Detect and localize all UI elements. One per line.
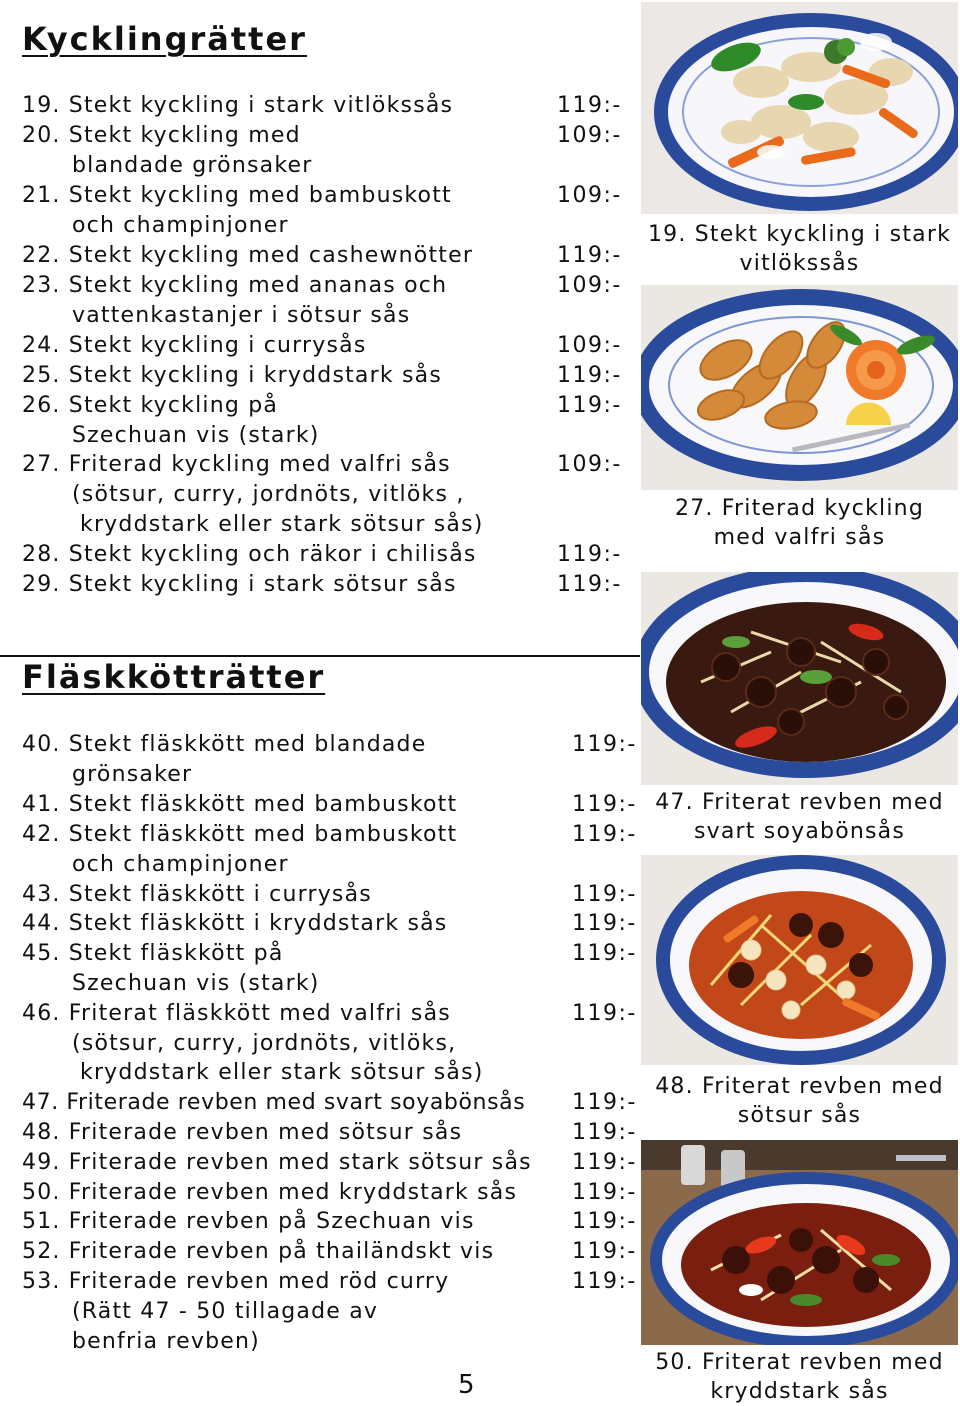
menu-item-line: 50. Friterade revben med kryddstark sås xyxy=(22,1180,518,1205)
price: 109:- xyxy=(557,183,622,208)
ribs-sweet-sour-plate-icon xyxy=(641,855,958,1065)
menu-item-line: vattenkastanjer i sötsur sås xyxy=(72,303,411,328)
menu-item-line: 20. Stekt kyckling med xyxy=(22,123,301,148)
price: 119:- xyxy=(572,1090,637,1115)
menu-item-line: kryddstark eller stark sötsur sås) xyxy=(80,1060,484,1085)
caption-line: 19. Stekt kyckling i stark xyxy=(647,222,952,247)
price: 119:- xyxy=(572,1239,637,1264)
caption-line: sötsur sås xyxy=(737,1103,862,1128)
menu-item-line: 44. Stekt fläskkött i kryddstark sås xyxy=(22,911,448,936)
section-heading-chicken: Kycklingrätter xyxy=(22,20,307,58)
price: 119:- xyxy=(572,882,637,907)
dish-photo-48 xyxy=(641,855,958,1065)
menu-item-line: 43. Stekt fläskkött i currysås xyxy=(22,882,372,907)
menu-item-line: 46. Friterat fläskkött med valfri sås xyxy=(22,1001,451,1026)
price: 119:- xyxy=(572,822,637,847)
menu-item-line: blandade grönsaker xyxy=(72,153,313,178)
caption-line: 48. Friterat revben med xyxy=(655,1074,944,1099)
menu-item-line: 40. Stekt fläskkött med blandade xyxy=(22,732,427,757)
menu-item-line: 47. Friterade revben med svart soyabönsås xyxy=(22,1090,526,1115)
caption-line: svart soyabönsås xyxy=(693,819,906,844)
photo-caption xyxy=(641,494,958,552)
price: 119:- xyxy=(572,1001,637,1026)
price: 119:- xyxy=(557,572,622,597)
menu-item-line: Szechuan vis (stark) xyxy=(72,971,320,996)
section-divider xyxy=(0,655,640,657)
price: 119:- xyxy=(572,1269,637,1294)
price: 119:- xyxy=(572,1120,637,1145)
menu-item-line: 27. Friterad kyckling med valfri sås xyxy=(22,452,451,477)
price: 119:- xyxy=(557,243,622,268)
ribs-spicy-plate-icon xyxy=(641,1140,958,1345)
price: 109:- xyxy=(557,452,622,477)
price: 109:- xyxy=(557,123,622,148)
menu-item-line: 53. Friterade revben med röd curry xyxy=(22,1269,450,1294)
chicken-vegetable-plate-icon xyxy=(641,2,958,214)
menu-item-line: kryddstark eller stark sötsur sås) xyxy=(80,512,484,537)
caption-line: 27. Friterad kyckling xyxy=(675,496,924,521)
price: 119:- xyxy=(572,1180,637,1205)
caption-line: med valfri sås xyxy=(713,525,886,550)
price: 109:- xyxy=(557,273,622,298)
menu-item-line: 25. Stekt kyckling i kryddstark sås xyxy=(22,363,442,388)
caption-line: 47. Friterat revben med xyxy=(655,790,944,815)
price: 119:- xyxy=(557,542,622,567)
dish-photo-47 xyxy=(641,572,958,785)
price: 119:- xyxy=(572,792,637,817)
price: 119:- xyxy=(572,911,637,936)
menu-item-line: 29. Stekt kyckling i stark sötsur sås xyxy=(22,572,457,597)
page-number: 5 xyxy=(458,1370,475,1400)
menu-item-line: 28. Stekt kyckling och räkor i chilisås xyxy=(22,542,477,567)
price: 119:- xyxy=(572,1150,637,1175)
price: 109:- xyxy=(557,333,622,358)
caption-line: vitlökssås xyxy=(739,251,860,276)
menu-item-line: 41. Stekt fläskkött med bambuskott xyxy=(22,792,458,817)
menu-item-line: 24. Stekt kyckling i currysås xyxy=(22,333,367,358)
menu-item-line: och champinjoner xyxy=(72,213,289,238)
menu-item-line: 52. Friterade revben på thailändskt vis xyxy=(22,1239,495,1264)
photo-caption xyxy=(641,788,958,846)
menu-item-line: Szechuan vis (stark) xyxy=(72,423,320,448)
section-heading-pork: Fläskkötträtter xyxy=(22,658,326,696)
photo-caption xyxy=(641,220,958,278)
menu-item-line: benfria revben) xyxy=(72,1329,260,1354)
price: 119:- xyxy=(572,1209,637,1234)
menu-item-line: (Rätt 47 - 50 tillagade av xyxy=(72,1299,379,1324)
menu-item-line: grönsaker xyxy=(72,762,193,787)
menu-item-line: 49. Friterade revben med stark sötsur sås xyxy=(22,1150,532,1175)
ribs-black-bean-plate-icon xyxy=(641,572,958,785)
menu-item-line: 22. Stekt kyckling med cashewnötter xyxy=(22,243,474,268)
menu-item-line: 51. Friterade revben på Szechuan vis xyxy=(22,1209,475,1234)
price: 119:- xyxy=(557,363,622,388)
caption-line: 50. Friterat revben med xyxy=(655,1350,944,1375)
price: 119:- xyxy=(557,93,622,118)
photo-caption xyxy=(641,1348,958,1406)
menu-item-line: 48. Friterade revben med sötsur sås xyxy=(22,1120,463,1145)
dish-photo-50 xyxy=(641,1140,958,1345)
menu-item-line: 26. Stekt kyckling på xyxy=(22,393,279,418)
caption-line: kryddstark sås xyxy=(710,1379,889,1404)
menu-item-line: 23. Stekt kyckling med ananas och xyxy=(22,273,448,298)
menu-item-line: 19. Stekt kyckling i stark vitlökssås xyxy=(22,93,454,118)
price: 119:- xyxy=(572,941,637,966)
dish-photo-19 xyxy=(641,2,958,214)
menu-item-line: (sötsur, curry, jordnöts, vitlöks , xyxy=(72,482,465,507)
menu-item-line: 21. Stekt kyckling med bambuskott xyxy=(22,183,452,208)
menu-item-line: (sötsur, curry, jordnöts, vitlöks, xyxy=(72,1031,457,1056)
menu-item-line: 45. Stekt fläskkött på xyxy=(22,941,284,966)
dish-photo-27 xyxy=(641,285,958,490)
photo-caption xyxy=(641,1072,958,1130)
fried-chicken-plate-icon xyxy=(641,285,958,490)
price: 119:- xyxy=(557,393,622,418)
menu-item-line: 42. Stekt fläskkött med bambuskott xyxy=(22,822,458,847)
menu-item-line: och champinjoner xyxy=(72,852,289,877)
price: 119:- xyxy=(572,732,637,757)
